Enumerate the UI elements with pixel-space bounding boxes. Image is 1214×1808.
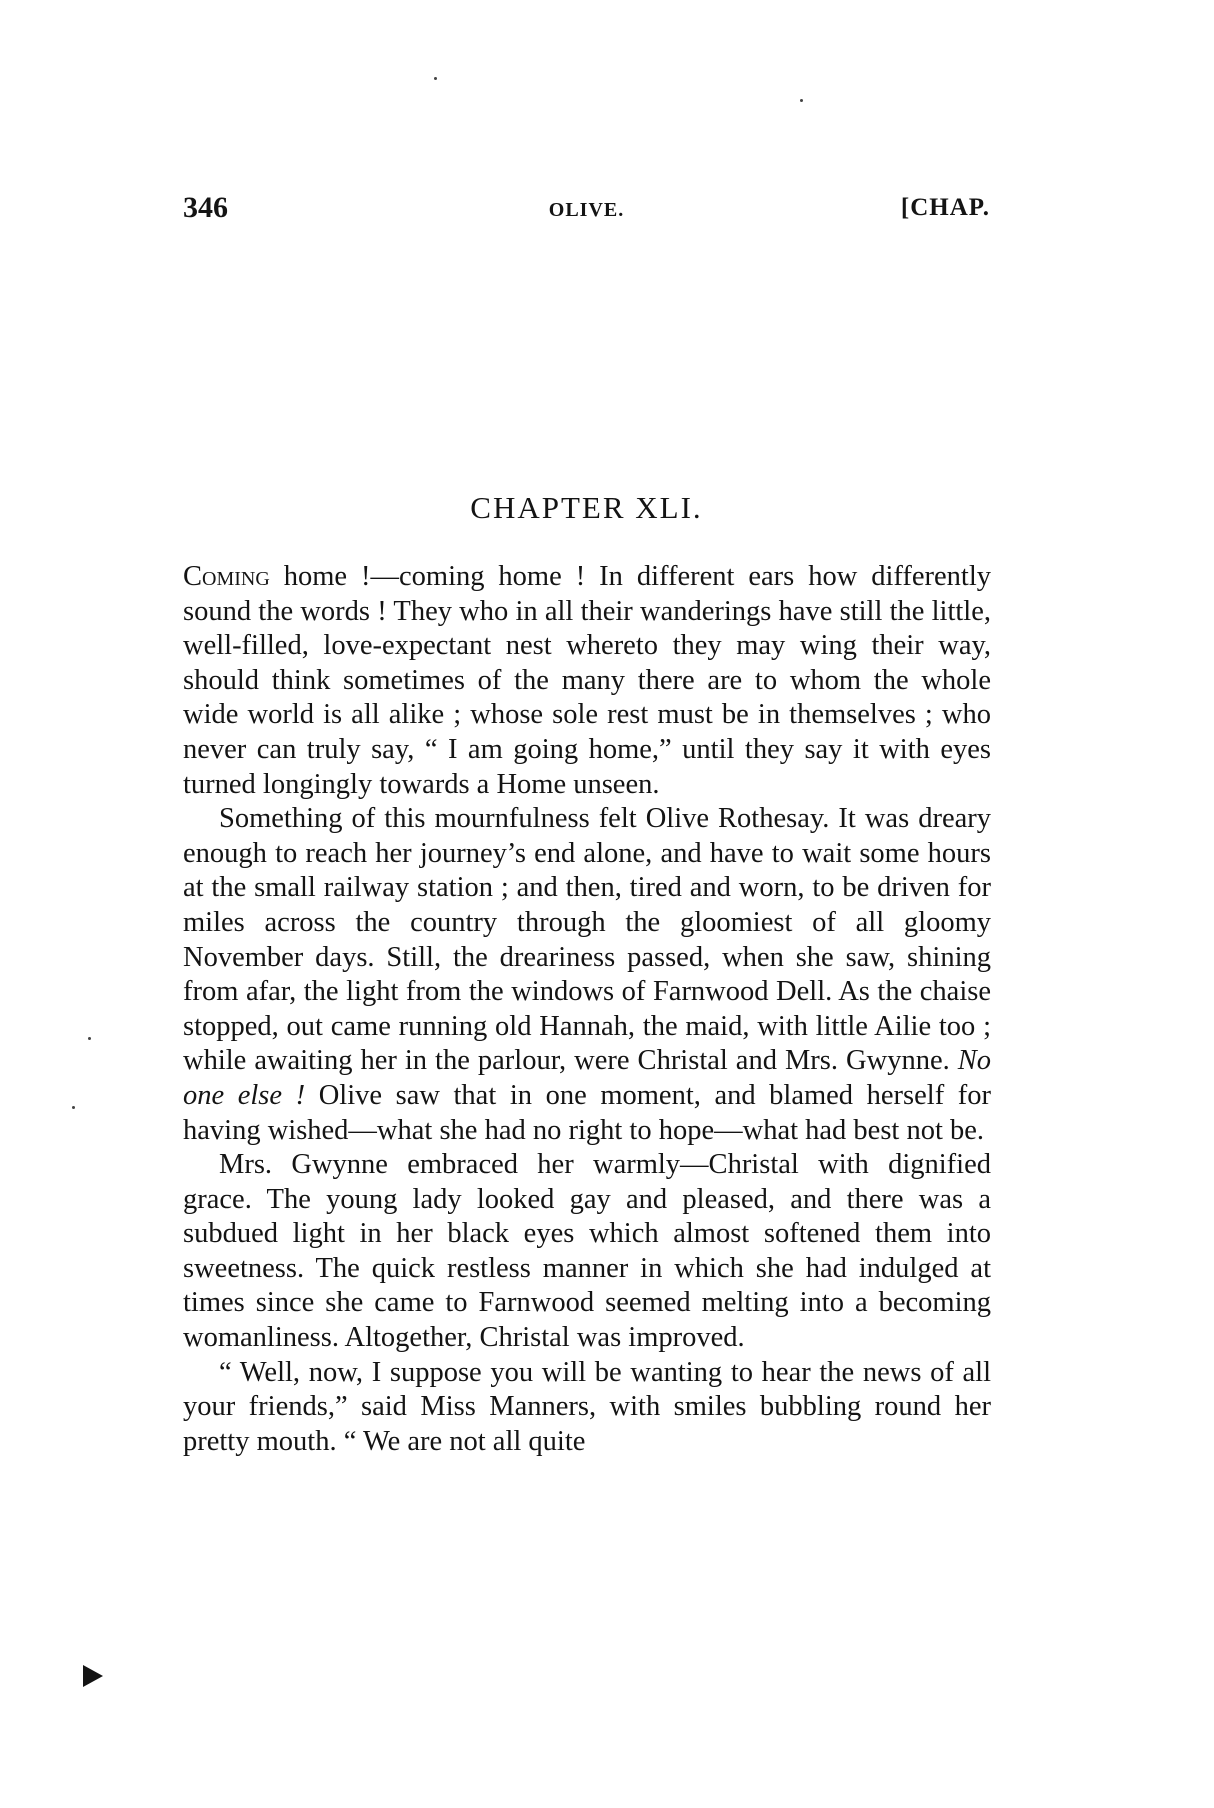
chapter-heading: CHAPTER XLI. <box>470 490 703 525</box>
running-chapter-label: [CHAP. <box>900 194 990 221</box>
scan-speck <box>434 77 437 80</box>
paragraph-4: “ Well, now, I suppose you will be wanting to hear the news of all your friends,” said Miss Manners, with smiles bubbling round her pretty mouth. “ We are not all quite <box>183 1356 991 1457</box>
paragraph-1 <box>183 560 991 802</box>
page-number: 346 <box>183 191 228 224</box>
body-text <box>183 560 991 1459</box>
scan-speck <box>800 99 803 102</box>
scan-speck <box>72 1106 75 1109</box>
paragraph-2-emphasis: No one else ! <box>183 1045 991 1111</box>
paragraph-2-text-before: Something of this mournfulness felt Olive Rothesay. It was dreary enough to reach her journey’s end alone, and have to wait some hours at the small railway station ; and then, tired and worn, to be driven for miles across the country through the gloomiest of all gloomy November days. Still, the dreariness passed, when she saw, shining from afar, the light from the windows of Farnwood Dell. As the chaise stopped, out came running old Hannah, the maid, with little Ailie too ; while awaiting her in the parlour, were Christal and Mrs. Gwynne. <box>183 803 991 1077</box>
page-header <box>183 188 990 228</box>
paragraph-1-lead-word: Coming <box>183 561 270 592</box>
running-title: OLIVE. <box>548 199 625 221</box>
corner-arrow-mark <box>83 1665 103 1687</box>
paragraph-2-text-after: Olive saw that in one moment, and blamed herself for having wished—what she had no right to hope—what had best not be. <box>183 1079 992 1146</box>
paragraph-3: Mrs. Gwynne embraced her warmly—Christal with dignified grace. The young lady looked gay and pleased, and there was a subdued light in her black eyes which almost softened them into sweetness. The quick restless manner in which she had indulged at times since she came to Farnwood seemed melting into a becoming womanliness. Altogether, Christal was improved. <box>183 1149 991 1354</box>
paragraph-1-text: home !—coming home ! In different ears how differently sound the words ! They who in all their wanderings have still the little, well-filled, love-expectant nest whereto they may wing their way, should think sometimes of the many there are to whom the whole wide world is all alike ; whose sole rest must be in themselves ; who never can truly say, “ I am going home,” until they say it with eyes turned longingly towards a Home unseen. <box>183 561 991 800</box>
scan-speck <box>88 1037 91 1040</box>
paragraph-2 <box>183 802 991 1148</box>
